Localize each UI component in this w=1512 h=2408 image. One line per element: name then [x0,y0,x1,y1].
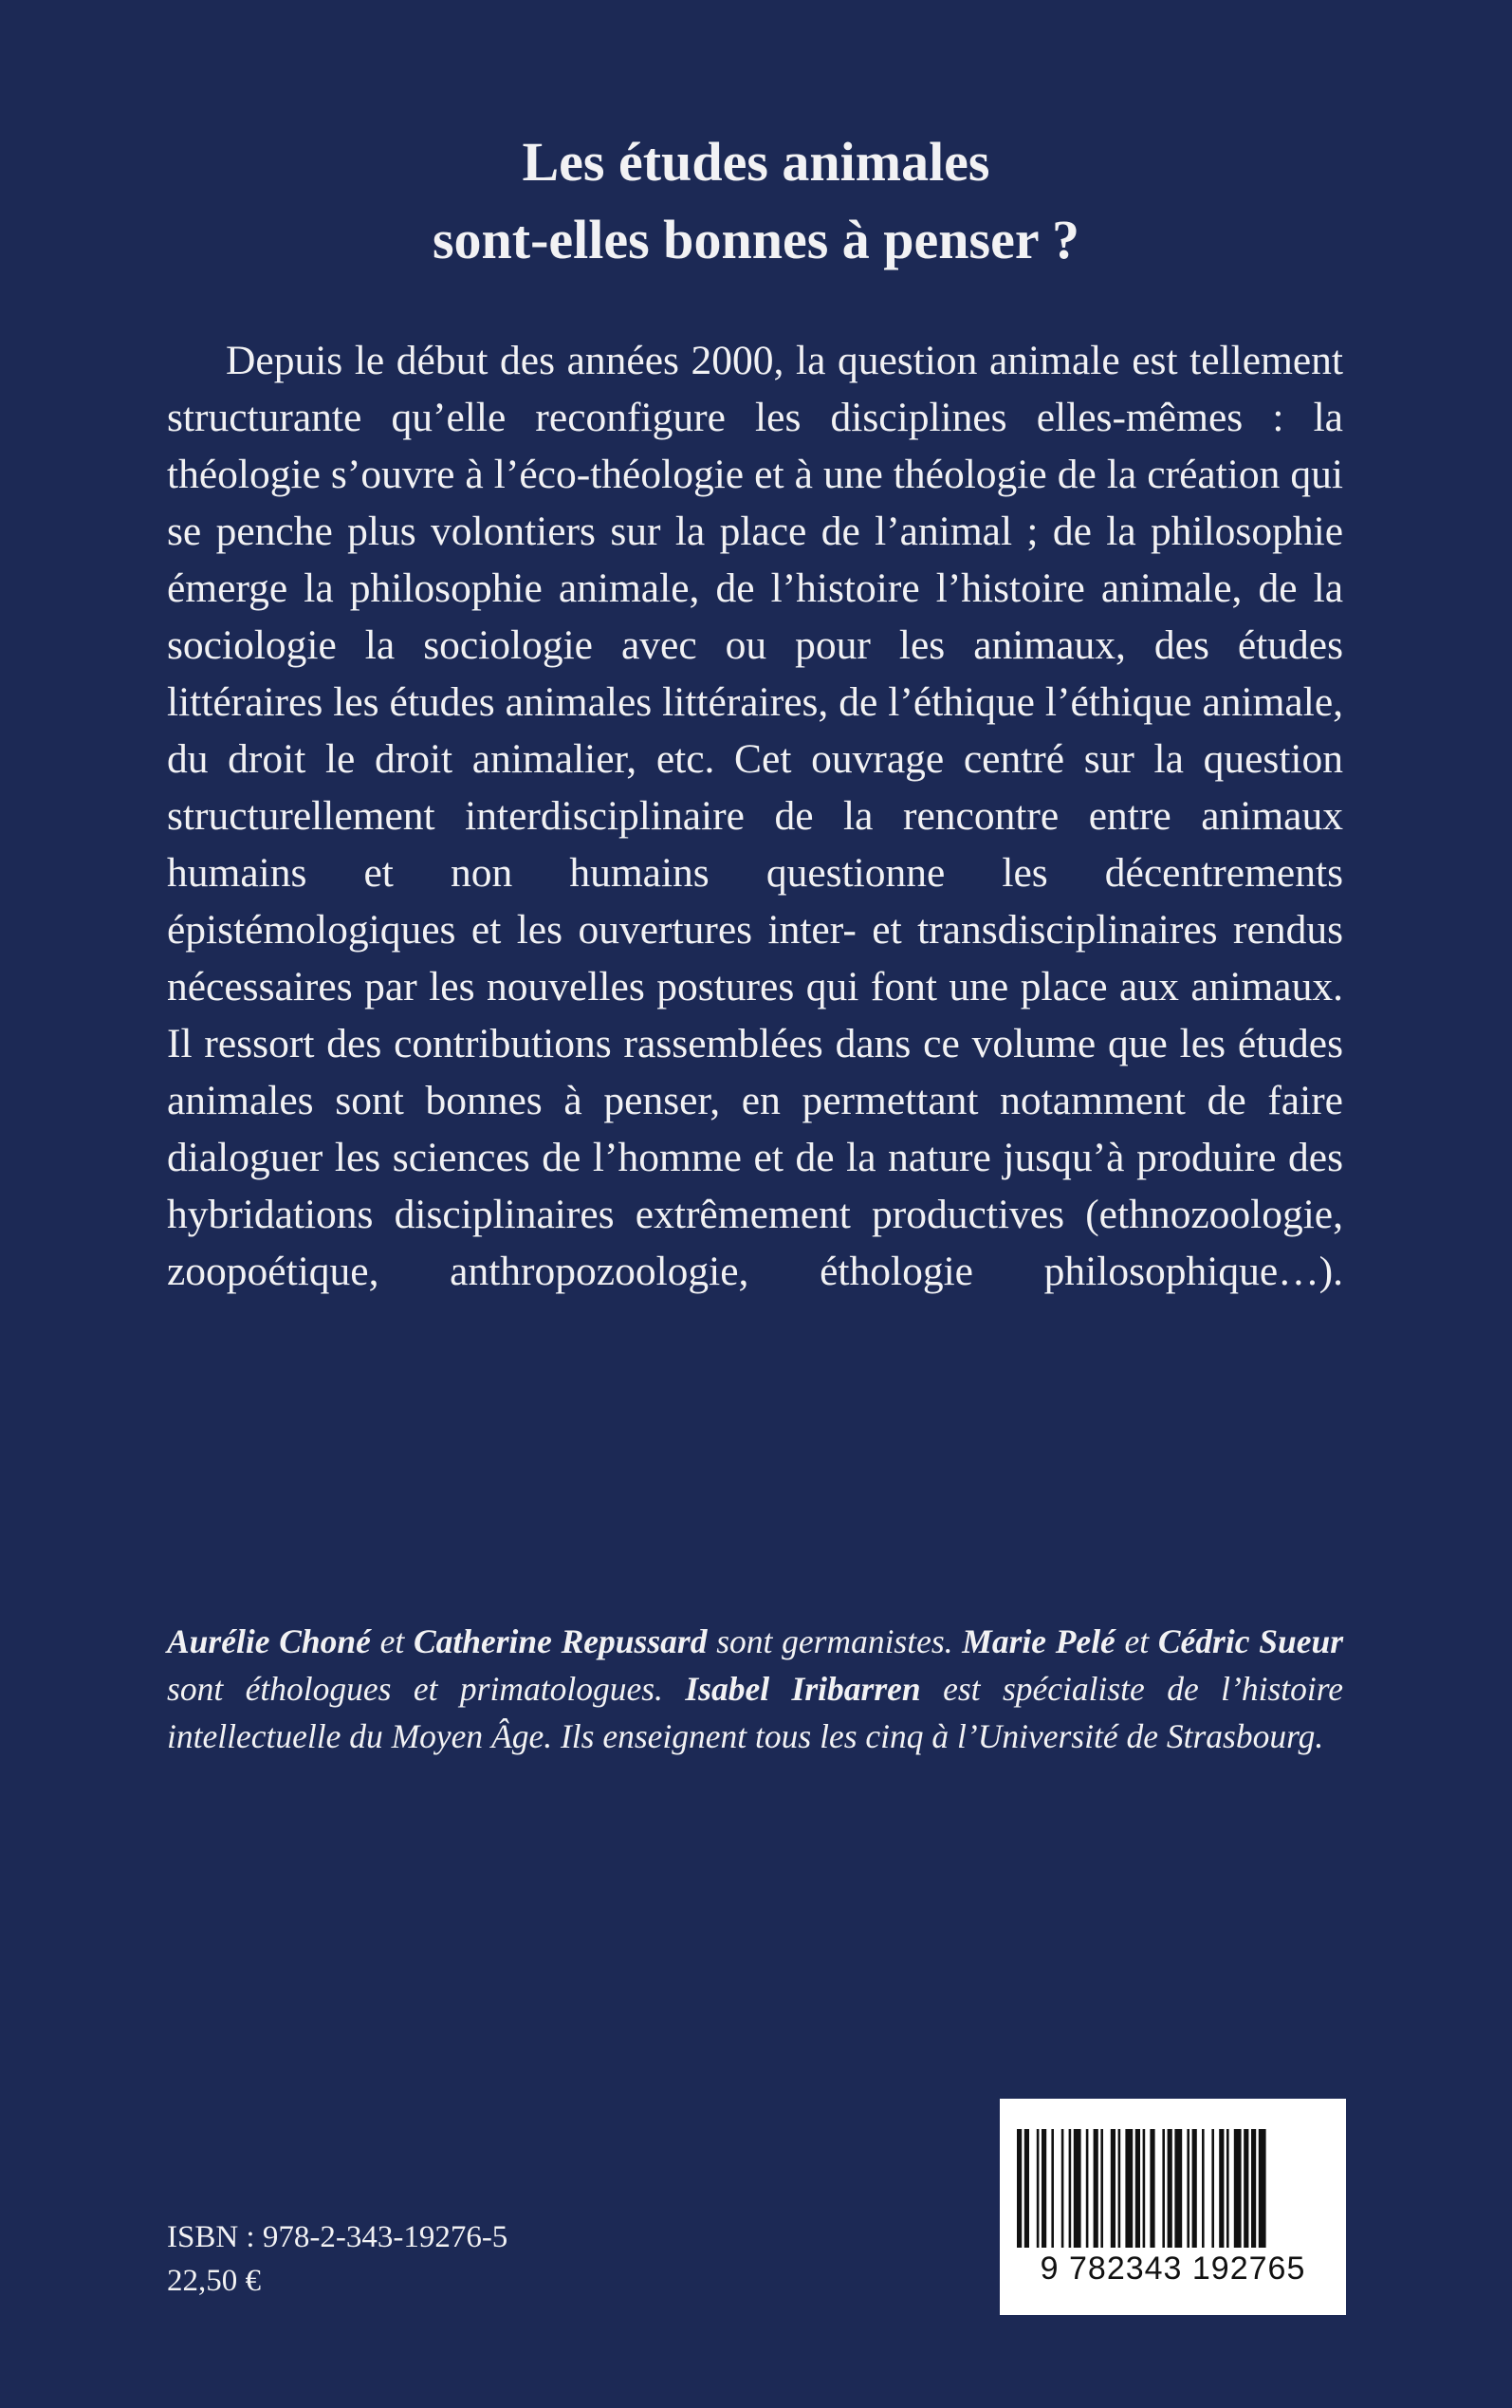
author-bio-text: est spécialiste de l’histoire intellectuelle du Moyen Âge. Ils enseignent tous les cinq à l’Université de Strasbourg. [167,1670,1344,1755]
blurb-text: Depuis le début des années 2000, la question animale est tellement structurante qu’elle reconfigure les disciplines elles-mêmes : la théologie s’ouvre à l’éco-théologie et à une théologie de la création qui se penche plus volontiers sur la place de l’animal ; de la philosophie émerge la philosophie animale, de l’histoire l’histoire animale, de la sociologie la sociologie avec ou pour les animaux, des études littéraires les études animales littéraires, de l’éthique l’éthique animale, du droit le droit animalier, etc. Cet ouvrage centré sur la question structurellement interdisciplinaire de la rencontre entre animaux humains et non humains questionne les décentrements épistémologiques et les ouvertures inter- et transdisciplinaires rendus nécessaires par les nouvelles postures qui font une place aux animaux. Il ressort des contributions rassemblées dans ce volume que les études animales sont bonnes à penser, en permettant notamment de faire dialoguer les sciences de l’homme et de la nature jusqu’à produire des hybridations disciplinaires extrêmement productives (ethnozoologie, zoopoétique, anthropozoologie, éthologie philosophique…). [167,338,1343,1294]
title-line-1: Les études animales [522,131,990,193]
barcode-bar [1086,2129,1089,2248]
barcode-bar [1174,2129,1182,2248]
barcode-bar [1226,2129,1229,2248]
barcode-bar [1192,2129,1197,2248]
author-name: Isabel Iribarren [685,1670,921,1708]
barcode-bar [1125,2129,1133,2248]
barcode-bar [1244,2129,1248,2248]
barcode-bar [1051,2129,1054,2248]
barcode-bar [1042,2129,1046,2248]
barcode-bar [1061,2129,1064,2248]
author-bio-text: sont éthologues et primatologues. [167,1670,686,1708]
barcode-bar [1017,2129,1022,2248]
blurb-paragraph [167,332,1343,1300]
author-name: Marie Pelé [962,1622,1116,1660]
barcode-bar [1143,2129,1146,2248]
isbn-block [167,2215,507,2303]
author-bio-text: et [1115,1622,1158,1660]
isbn-number: ISBN : 978-2-343-19276-5 [167,2220,508,2254]
barcode-bar [1150,2129,1154,2248]
barcode-bar [1111,2129,1116,2248]
barcode-digits: 9 782343 192765 [1040,2251,1306,2287]
barcode-bar [1211,2129,1214,2248]
barcode-bar [1024,2129,1029,2248]
author-bio-text: sont germanistes. [707,1622,963,1660]
author-bio-text: et [370,1622,414,1660]
barcode-bars [1017,2129,1329,2248]
barcode-bar [1219,2129,1224,2248]
author-name: Cédric Sueur [1157,1622,1344,1660]
book-title [0,123,1512,279]
barcode-bar [1100,2129,1103,2248]
price: 22,50 € [167,2264,261,2298]
barcode-bar [1259,2129,1266,2248]
barcode-bar [1251,2129,1256,2248]
author-name: Aurélie Choné [167,1622,371,1660]
barcode-bar [1234,2129,1242,2248]
barcode-bar [1037,2129,1040,2248]
title-line-2: sont-elles bonnes à penser ? [432,209,1080,270]
barcode-bar [1162,2129,1165,2248]
author-name: Catherine Repussard [413,1622,708,1660]
barcode-bar [1135,2129,1140,2248]
barcode-bar [1118,2129,1121,2248]
author-bio [167,1618,1343,1760]
barcode-bar [1168,2129,1172,2248]
barcode [1000,2099,1346,2315]
barcode-bar [1074,2129,1081,2248]
barcode-bar [1069,2129,1072,2248]
barcode-bar [1187,2129,1189,2248]
barcode-bar [1094,2129,1098,2248]
barcode-bar [1202,2129,1205,2248]
